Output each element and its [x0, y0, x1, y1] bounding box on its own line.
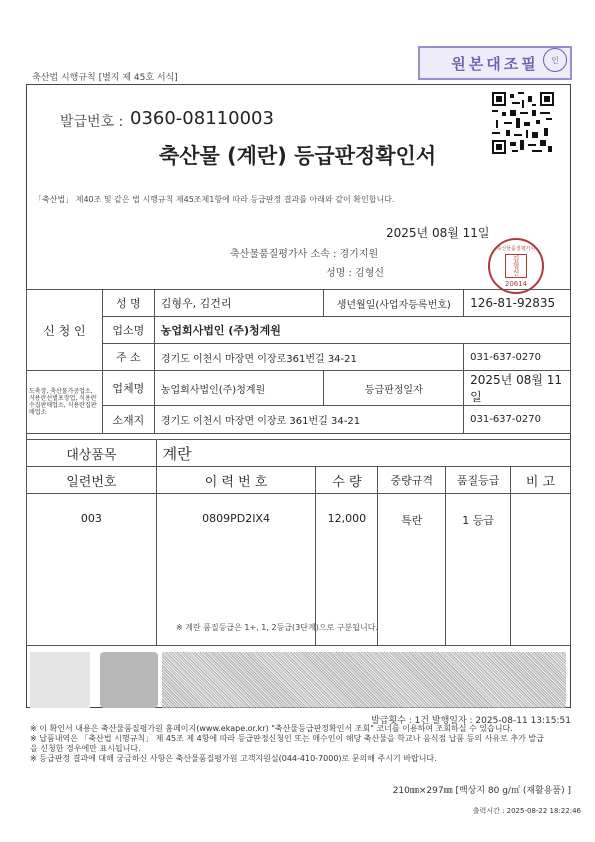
security-pattern-2: [100, 652, 158, 708]
location-address: 경기도 이천시 마장면 이장로 361번길 34-21: [154, 406, 463, 434]
footnotes: [30, 724, 550, 764]
business-name-label: 업소명: [102, 317, 154, 344]
address-label: 주 소: [102, 344, 154, 371]
grading-place-label: 도축장, 축산물가공업소, 식용란선별포장업, 식용란수집판매업소, 식용란집판매업소: [27, 371, 103, 434]
col-header-trace: 이 력 번 호: [156, 467, 316, 494]
footnote-2: ※ 납품내역은 「축산법 시행규칙」 제 45조 제 4항에 따라 등급판정신청인 또는 매수인이 해당 축산물을 학교나 음식점 납품 등의 사유로 추가 발급을 신청한 경우에만 표시됩니다.: [30, 734, 544, 753]
row-quantity: 12,000: [316, 494, 378, 646]
business-name: 농업회사법인 (주)청계원: [154, 317, 570, 344]
original-copy-stamp: 원본대조필: [418, 46, 572, 80]
applicant-table: [26, 289, 571, 434]
company-name: 농업회사법인(주)청계원: [154, 371, 324, 406]
birth-label: 생년월일(사업자등록번호): [324, 290, 464, 317]
paper-spec: 210㎜×297㎜ [백상지 80 g/㎡ (재활용품) ]: [392, 786, 571, 796]
item-value: 계란: [156, 440, 570, 467]
location-phone: 031-637-0270: [464, 406, 571, 434]
col-header-serial: 일련번호: [27, 467, 157, 494]
grading-date: 2025년 08월 11일: [464, 371, 571, 406]
applicant-address: 경기도 이천시 마장면 이장로361번길 34-21: [154, 344, 463, 371]
company-label: 업체명: [102, 371, 154, 406]
applicant-name: 김형우, 김건리: [154, 290, 324, 317]
row-weight-class: 특란: [378, 494, 446, 646]
col-header-grade: 품질등급: [446, 467, 511, 494]
col-header-weight: 중량규격: [378, 467, 446, 494]
issue-info: 발급횟수 : 1건 발행일자 : 2025-08-11 13:15:51: [371, 716, 571, 726]
footnote-3: ※ 등급판정 결과에 대해 궁금하신 사항은 축산물품질평가원 고객지원실(044-410-7000)로 문의해 주시기 바랍니다.: [30, 754, 437, 763]
row-remark: [511, 494, 571, 646]
inspector-seal: 축산물품질평가사 김형신 20614: [488, 238, 544, 294]
item-label: 대상품목: [27, 440, 157, 467]
row-trace-number: 0809PD2IX4: [156, 494, 316, 646]
security-hologram: [162, 652, 566, 708]
issue-date: 2025년 08월 11일: [386, 226, 490, 240]
document-title: 축산물 (계란) 등급판정확인서: [158, 144, 437, 168]
print-time: 출력시간 : 2025-08-22 18:22:46: [472, 807, 581, 815]
grading-table: [26, 439, 571, 646]
location-label: 소재지: [102, 406, 154, 434]
issue-number-label: 발급번호 :: [60, 114, 124, 130]
inspector-name: 성명 : 김형신: [326, 268, 385, 279]
name-label: 성 명: [102, 290, 154, 317]
issue-number: 0360-08110003: [130, 108, 274, 129]
grading-date-label: 등급판정일자: [324, 371, 464, 406]
footnote-1: ※ 이 확인서 내용은 축산물품질평가원 홈페이지(www.ekape.or.kr) "축산물등급판정확인서 조회" 코너를 이용하여 조회하실 수 있습니다.: [30, 724, 513, 733]
security-pattern-1: [30, 652, 90, 708]
applicant-phone: 031-637-0270: [464, 344, 571, 371]
grade-note: ※ 계란 품질등급은 1+, 1, 2등급(3단계)으로 구분됩니다.: [176, 623, 378, 632]
applicant-label: 신 청 인: [27, 290, 103, 371]
inspector-affiliation: 축산물품질평가사 소속 : 경기지원: [230, 249, 379, 260]
business-number: 126-81-92835: [464, 290, 571, 317]
row-serial: 003: [27, 494, 157, 646]
form-reference: 축산법 시행규칙 [별지 제 45호 서식]: [32, 73, 178, 83]
intro-text: 「축산법」 제40조 및 같은 법 시행규칙 제45조제1항에 따라 등급판정 결과를 아래와 같이 확인합니다.: [34, 195, 395, 204]
col-header-remark: 비 고: [511, 467, 571, 494]
col-header-quantity: 수 량: [316, 467, 378, 494]
stamp-seal-icon: 인: [543, 48, 567, 72]
row-grade: 1 등급: [446, 494, 511, 646]
